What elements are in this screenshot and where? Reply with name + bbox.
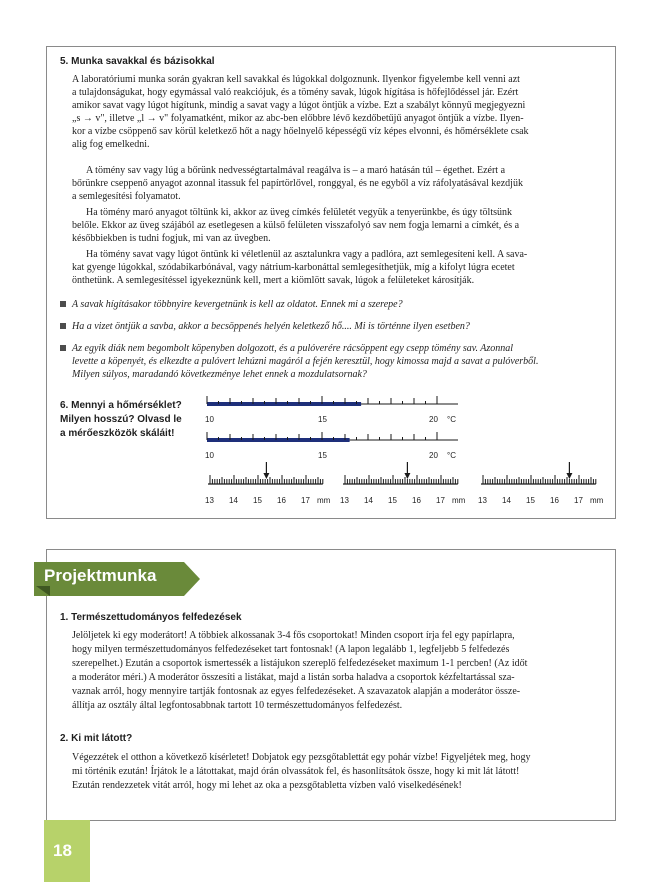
title-line: 6. Mennyi a hőmérséklet? bbox=[60, 400, 182, 411]
square-bullet-icon bbox=[60, 323, 66, 329]
ruler-tick-label: 16 bbox=[412, 496, 421, 505]
paragraph-2 bbox=[72, 164, 608, 203]
question-2: Ha a vizet öntjük a savba, akkor a becsöppenés helyén keletkező hő.... Mi is történne ilyen esetben? bbox=[72, 321, 470, 332]
ruler-tick-label: 14 bbox=[502, 496, 511, 505]
paragraph-1 bbox=[72, 73, 608, 151]
ruler-2 bbox=[343, 462, 458, 484]
paragraph-line: alig fog emelkedni. bbox=[72, 139, 150, 150]
paragraph-line: későbbiekben is tudni fogjuk, mi van az üvegben. bbox=[72, 233, 271, 244]
title-line: a mérőeszközök skáláit! bbox=[60, 428, 175, 439]
project-1-title: 1. Természettudományos felfedezések bbox=[60, 612, 242, 623]
ruler-tick-label: 13 bbox=[478, 496, 487, 505]
square-bullet-icon bbox=[60, 345, 66, 351]
ruler-tick-label: 14 bbox=[364, 496, 373, 505]
paragraph-3 bbox=[72, 206, 608, 245]
page-number: 18 bbox=[53, 841, 72, 860]
ruler-tick-label: 17 bbox=[301, 496, 310, 505]
question-line: levette a köpenyét, és elkezdte a pulóvert lehúzni magáról a fején keresztül, hogy kimossa majd a savat a pulóverből. bbox=[72, 356, 539, 367]
ruler-tick-label: 15 bbox=[526, 496, 535, 505]
tick-label: 10 bbox=[205, 451, 214, 460]
ruler-tick-label: 16 bbox=[550, 496, 559, 505]
ruler-tick-label: 17 bbox=[436, 496, 445, 505]
paragraph-line: önthetünk. A semlegesítéssel igyekeznünk kell, mert a kiömlött savak, lúgok a felületeket károsítják. bbox=[72, 275, 475, 286]
paragraph-line: mi történik ezután! Írjátok le a látottakat, majd órán olvassátok fel, és hasonlítsátok össze, hogy ki mit lát látott! bbox=[72, 766, 520, 777]
project-2-text bbox=[72, 751, 608, 793]
paragraph-line: Jelöljetek ki egy moderátort! A többiek alkossanak 3-4 fős csoportokat! Minden csoport írja fel egy papírlapra, bbox=[72, 630, 515, 641]
paragraph-line: szerepelhet.) Ezután a csoportok ismertessék a listájukon szereplő felfedezéseket maximum 1-1 percben! (Az időt bbox=[72, 658, 528, 669]
scale-ticks bbox=[207, 432, 437, 440]
tick-label: 10 bbox=[205, 415, 214, 424]
ruler-tick-label: 14 bbox=[229, 496, 238, 505]
question-line: Milyen súlyos, maradandó következménye lehet ennek a mozdulatsornak? bbox=[72, 369, 367, 380]
tick-label: 15 bbox=[318, 451, 327, 460]
title-line: Milyen hosszú? Olvasd le bbox=[60, 414, 182, 425]
ruler-tick-label: 15 bbox=[253, 496, 262, 505]
paragraph-line: állítja az osztály által legfontosabbnak tartott 10 természettudományos felfedezést. bbox=[72, 700, 403, 711]
ruler-scales bbox=[200, 462, 610, 496]
paragraph-line: A laboratóriumi munka során gyakran kell savakkal és lúgokkal dolgoznunk. Ilyenkor figyelembe kell venni azt bbox=[72, 74, 520, 85]
ruler-tick-label: 15 bbox=[388, 496, 397, 505]
unit-label: °C bbox=[447, 415, 456, 424]
mercury-column bbox=[207, 438, 350, 442]
paragraph-line: vaznak arról, hogy mennyire tartják fontosnak az egyes felfedezéseket. A szavazatok alapján a moderátor össze- bbox=[72, 686, 521, 697]
paragraph-line: belőle. Ekkor az üveg szájából az esetlegesen a külső felületen visszafolyó sav nem fogja lemarni a címkét, és a bbox=[72, 220, 520, 231]
project-2-title: 2. Ki mit látott? bbox=[60, 733, 133, 744]
ruler-unit-label: mm bbox=[317, 496, 331, 505]
project-1-text bbox=[72, 629, 608, 713]
paragraph-line: kat gyenge lúgokkal, szódabikarbónával, vagy nátrium-karbonáttal semlegesíthetjük, míg a kifolyt lúgra ecetet bbox=[72, 262, 515, 273]
ruler-3 bbox=[481, 462, 596, 484]
section-6-title bbox=[60, 399, 182, 441]
tick-label: 20 bbox=[429, 415, 438, 424]
paragraph-line: kor a vízbe csöppenő sav körül keletkező hőt a nagy hőelnyelő képességű víz képes elvonni, és hőmérséklete csak bbox=[72, 126, 529, 137]
paragraph-line: Ha tömény savat vagy lúgot öntünk ki véletlenül az asztalunkra vagy a padlóra, azt semlegesíteni kell. A sava- bbox=[86, 249, 528, 260]
paragraph-line: A tömény sav vagy lúg a bőrünk nedvességtartalmával reagálva is – a maró hatásán túl – égethet. Ezért a bbox=[86, 165, 506, 176]
ruler-1 bbox=[208, 462, 323, 484]
ruler-tick-label: 17 bbox=[574, 496, 583, 505]
paragraph-line: „s → v", illetve „l → v" folyamatként, mikor az abc-ben előbbre lévő kezdőbetűjű anyagot öntjük a vízbe. Ilyen- bbox=[72, 113, 524, 124]
question-line: Az egyik diák nem begombolt köpenyben dolgozott, és a pulóverére rácsöppent egy csepp tömény sav. Azonnal bbox=[72, 343, 514, 354]
paragraph-line: Ezután rendezzetek vitát arról, hogy mi lehet az oka a pezsgőtabletta vízben való viselkedésének! bbox=[72, 780, 462, 791]
ruler-unit-label: mm bbox=[452, 496, 466, 505]
paragraph-line: Ha tömény maró anyagot töltünk ki, akkor az üveg címkés felületét vegyük a tenyerünkbe, és úgy töltsünk bbox=[86, 207, 512, 218]
question-1: A savak hígításakor többnyire kevergetnünk is kell az oldatot. Ennek mi a szerepe? bbox=[72, 299, 403, 310]
ruler-unit-label: mm bbox=[590, 496, 604, 505]
paragraph-line: hogy milyen természettudományos felfedezéseket tart fontosnak! (A lapon legalább 1, legfeljebb 5 felfedezés bbox=[72, 644, 510, 655]
paragraph-line: amikor savat vagy lúgot hígítunk, mindig a savat vagy a lúgot öntjük a vízbe. Ezt a szabályt könnyű megjegyezni bbox=[72, 100, 526, 111]
scale-ticks bbox=[207, 396, 437, 404]
ruler-tick-label: 13 bbox=[340, 496, 349, 505]
arrow-head-icon bbox=[263, 473, 269, 479]
section-5-title: 5. Munka savakkal és bázisokkal bbox=[60, 56, 215, 67]
rulers bbox=[208, 462, 596, 484]
projekt-title: Projektmunka bbox=[44, 566, 157, 585]
unit-label: °C bbox=[447, 451, 456, 460]
paragraph-line: Végezzétek el otthon a következő kísérletet! Dobjatok egy pezsgőtablettát egy pohár vízbe! Figyeljétek meg, hogy bbox=[72, 752, 531, 763]
paragraph-line: bőrünkre cseppenő anyagot azonnal itassuk fel papírtörlővel, ronggyal, és ne egyből a víz ráfolyatásával kezdjük bbox=[72, 178, 523, 189]
ruler-tick-label: 16 bbox=[277, 496, 286, 505]
paragraph-line: a semlegesítési folyamatot. bbox=[72, 191, 181, 202]
paragraph-4 bbox=[72, 248, 608, 287]
question-3 bbox=[72, 342, 607, 381]
paragraph-line: a tulajdonságukat, hogy egymással való reakciójuk, és a tömény savak, lúgok hígítása is hőfejlődéssel jár. Ezért bbox=[72, 87, 519, 98]
square-bullet-icon bbox=[60, 301, 66, 307]
paragraph-line: a moderátor méri.) A moderátor összesíti a listákat, majd a listán sorba haladva a csoportok kézfeltartással sza- bbox=[72, 672, 515, 683]
ruler-tick-label: 13 bbox=[205, 496, 214, 505]
tick-label: 20 bbox=[429, 451, 438, 460]
tick-label: 15 bbox=[318, 415, 327, 424]
